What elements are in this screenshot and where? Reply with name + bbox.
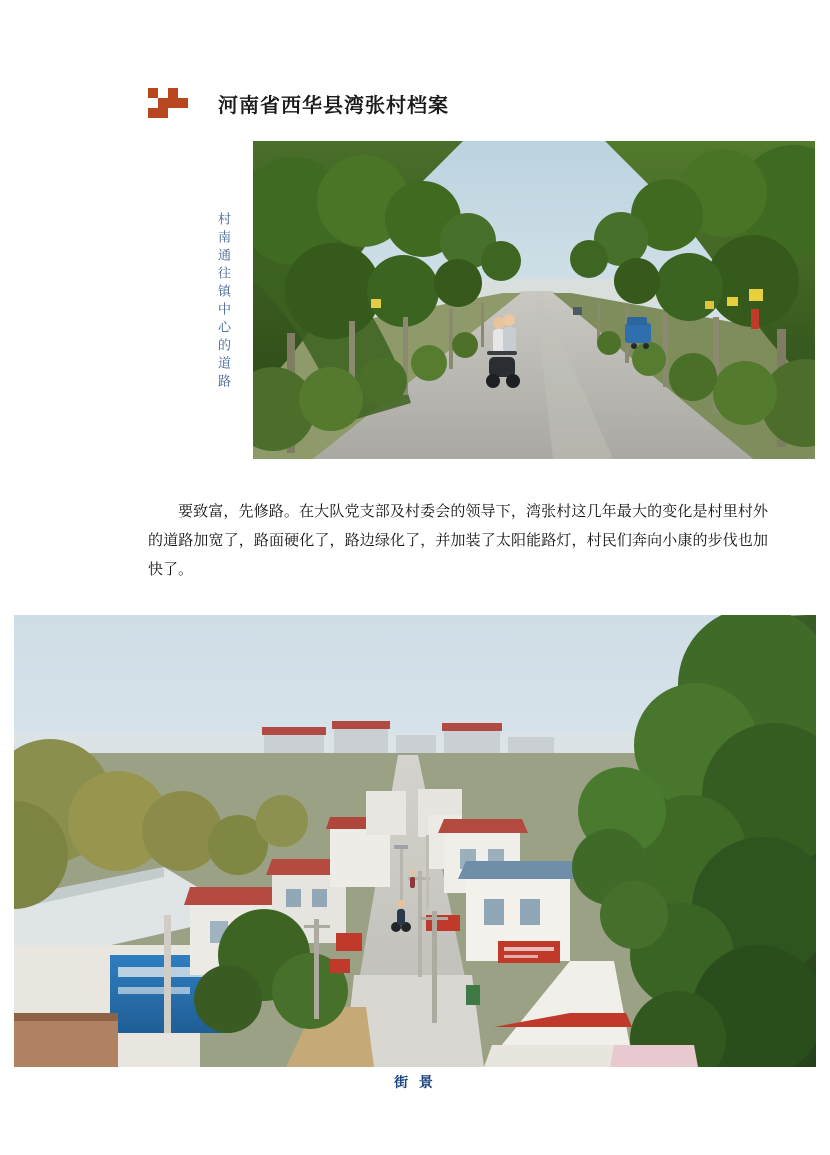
street-view-illustration [14, 615, 816, 1067]
document-header [148, 88, 449, 118]
street-view-photo [14, 615, 816, 1067]
village-south-road-illustration [253, 141, 815, 459]
body-paragraph: 要致富，先修路。在大队党支部及村委会的领导下，湾张村这几年最大的变化是村里村外的道路加宽了，路面硬化了，路边绿化了，并加装了太阳能路灯，村民们奔向小康的步伐也加快了。 [148, 502, 768, 578]
checkerboard-logo-icon [148, 88, 188, 118]
village-south-road-photo [253, 141, 815, 459]
top-photo-vertical-caption: 村南通往镇中心的道路 [215, 212, 230, 392]
page-title: 河南省西华县湾张村档案 [218, 92, 449, 117]
bottom-photo-caption: 街 景 [394, 1075, 436, 1091]
